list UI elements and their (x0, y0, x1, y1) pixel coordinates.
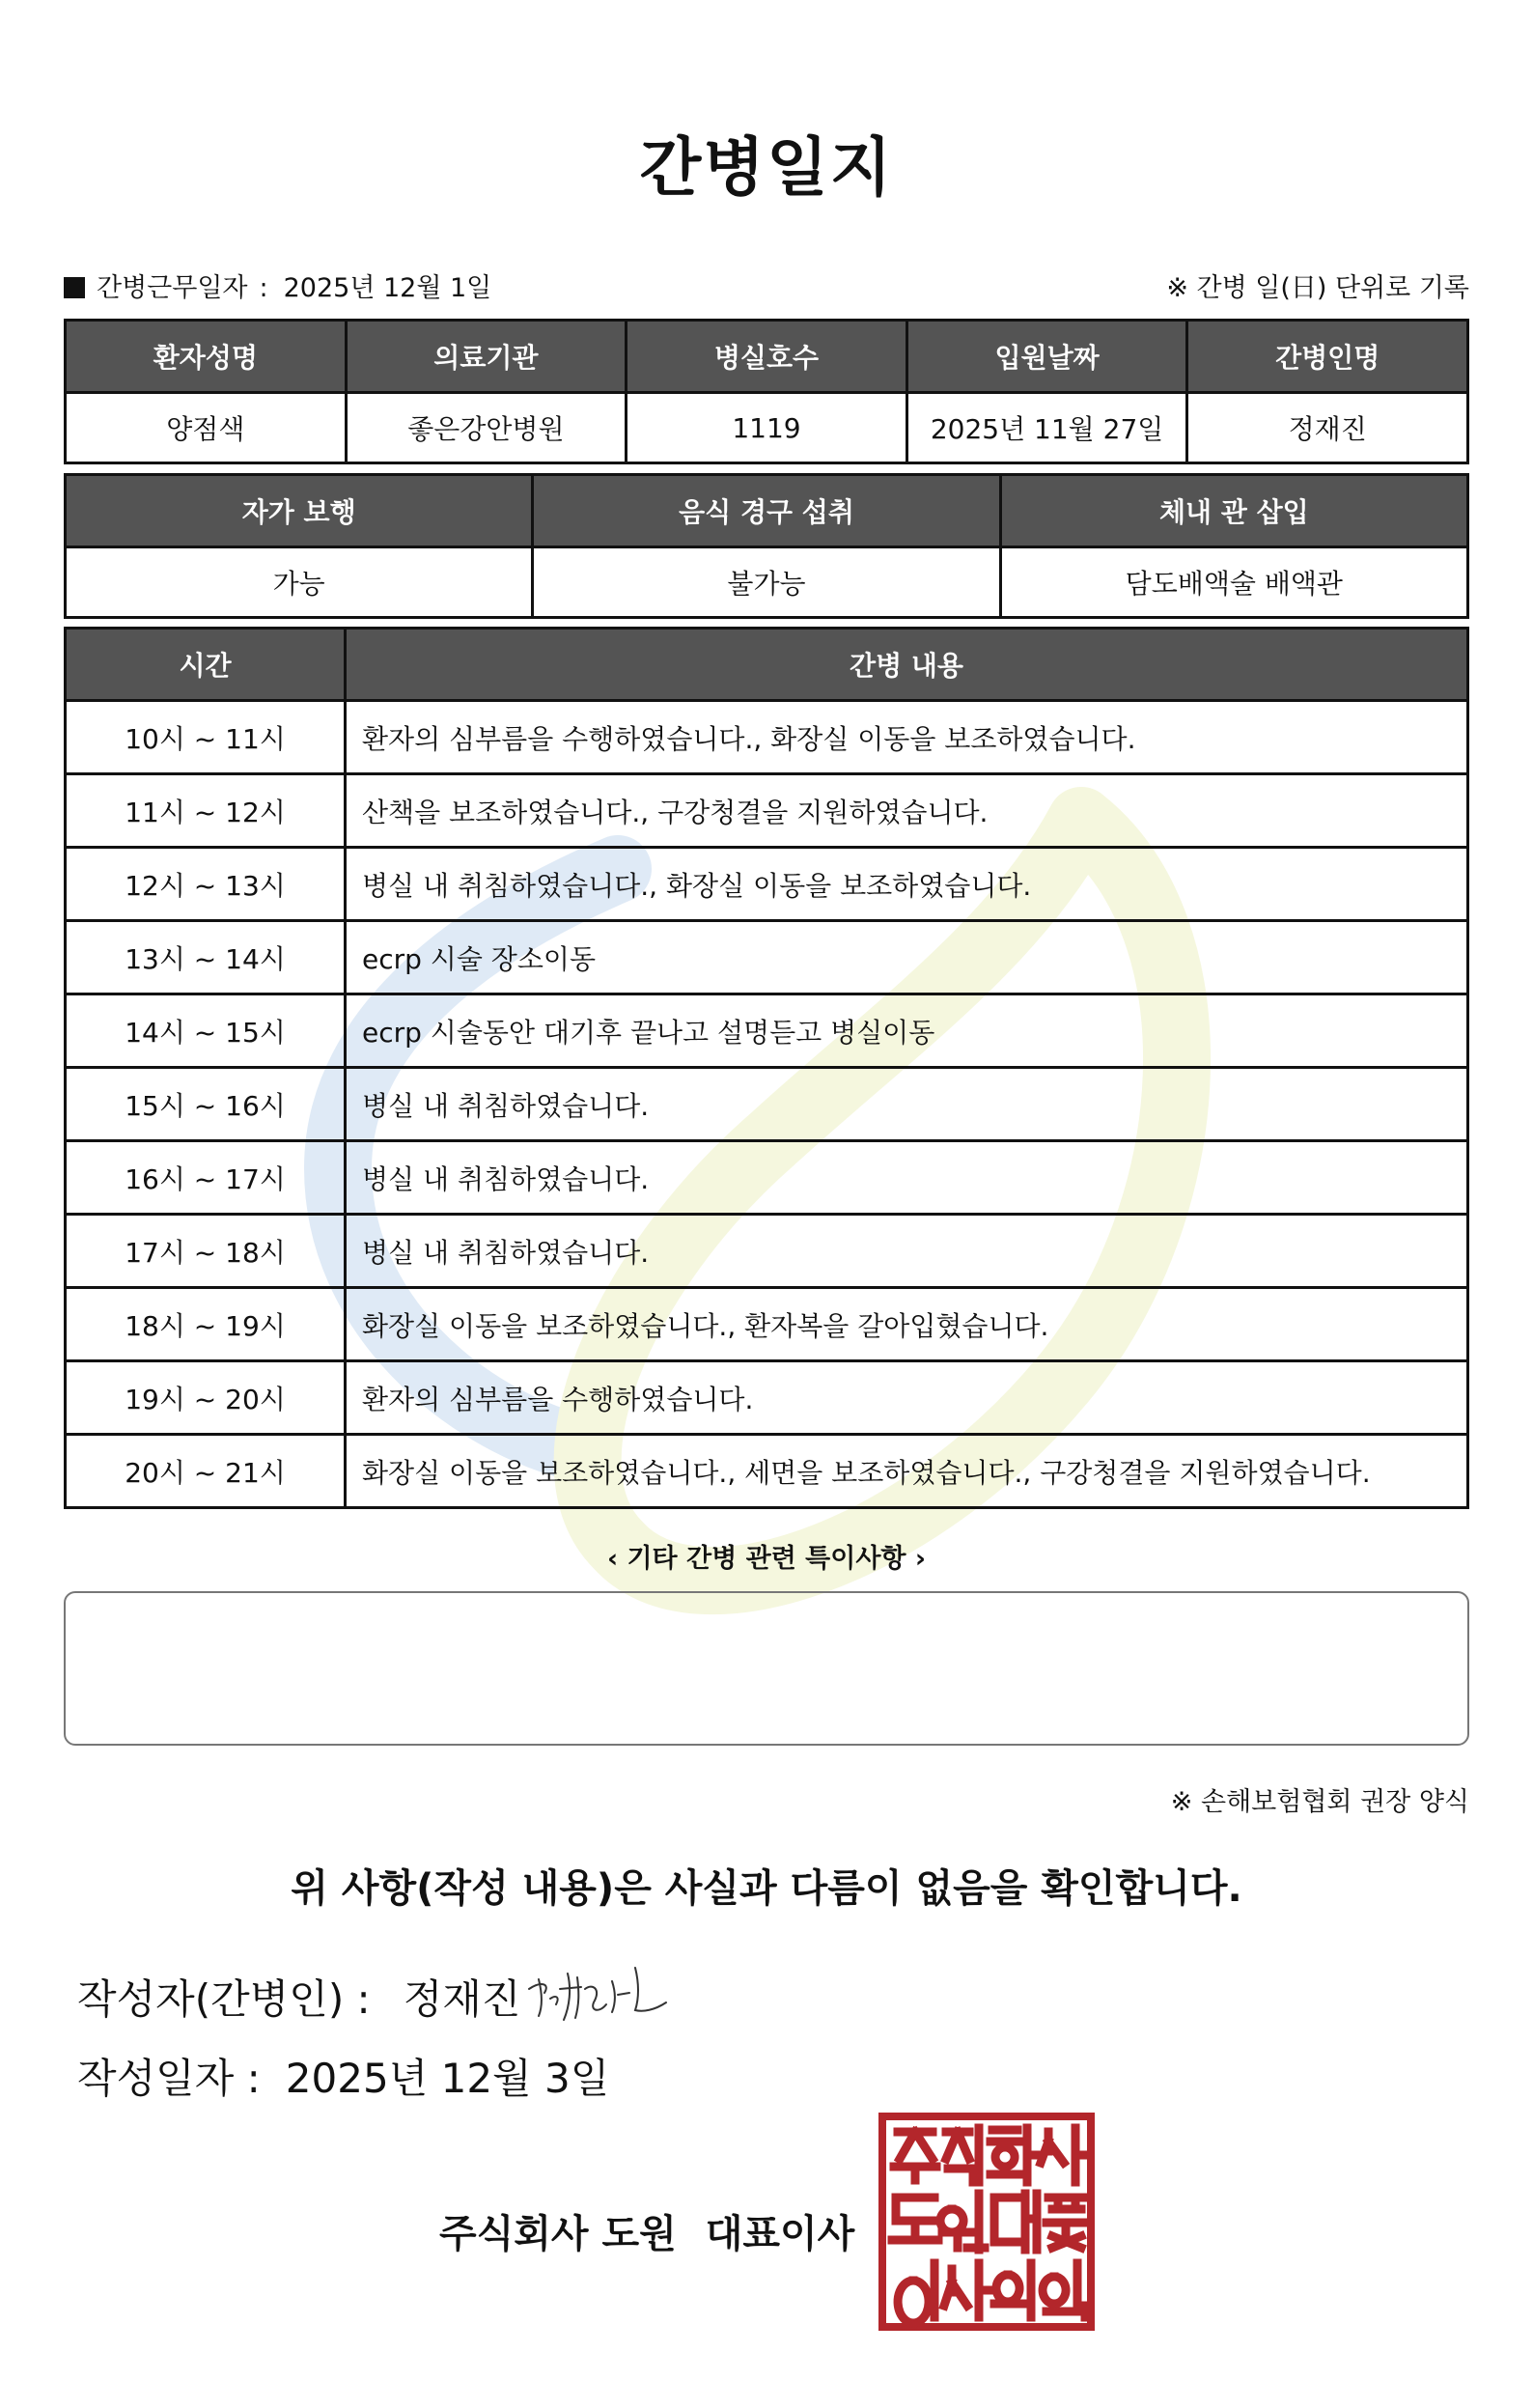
table-row (66, 701, 1468, 774)
log-time: 13시 ~ 14시 (66, 921, 346, 994)
log-content: 병실 내 취침하였습니다. (346, 1215, 1468, 1288)
square-bullet-icon (64, 277, 85, 298)
write-date-label: 작성일자 : (77, 2055, 261, 2102)
table-row (66, 1288, 1468, 1361)
work-date-separator: : (259, 273, 268, 303)
header-patient-name: 환자성명 (66, 321, 347, 393)
work-date-label: 간병근무일자 (97, 273, 248, 303)
care-log-table (64, 627, 1469, 1509)
writer-label: 작성자(간병인) : (77, 1975, 371, 2023)
log-content: ecrp 시술 장소이동 (346, 921, 1468, 994)
value-caregiver-name: 정재진 (1187, 393, 1468, 463)
table-row (66, 921, 1468, 994)
table-row (66, 774, 1468, 848)
log-time: 19시 ~ 20시 (66, 1361, 346, 1435)
log-time: 14시 ~ 15시 (66, 994, 346, 1068)
confirmation-statement: 위 사항(작성 내용)은 사실과 다름이 없음을 확인합니다. (291, 1866, 1242, 1911)
log-time: 15시 ~ 16시 (66, 1068, 346, 1141)
log-content: 병실 내 취침하였습니다. (346, 1068, 1468, 1141)
header-oral-intake: 음식 경구 섭취 (533, 475, 1000, 547)
header-hospital: 의료기관 (346, 321, 627, 393)
value-room-number: 1119 (627, 393, 907, 463)
log-content: 병실 내 취침하였습니다., 화장실 이동을 보조하였습니다. (346, 848, 1468, 921)
form-source-note: ※ 손해보험협회 권장 양식 (1170, 1787, 1469, 1817)
ceo-title: 대표이사 (705, 2212, 855, 2256)
value-tube-insertion: 담도배액술 배액관 (1000, 547, 1467, 618)
log-time: 10시 ~ 11시 (66, 701, 346, 774)
day-unit-note: ※ 간병 일(日) 단위로 기록 (1166, 273, 1469, 303)
header-time: 시간 (66, 629, 346, 701)
table-row (66, 994, 1468, 1068)
care-log-header-row (66, 629, 1468, 701)
status-header-row (66, 475, 1468, 547)
log-time: 16시 ~ 17시 (66, 1141, 346, 1215)
handwritten-signature (521, 1960, 676, 2028)
table-row (66, 1215, 1468, 1288)
table-row (66, 1068, 1468, 1141)
log-content: 환자의 심부름을 수행하였습니다. (346, 1361, 1468, 1435)
company-seal-stamp (878, 2113, 1095, 2331)
value-self-walking: 가능 (66, 547, 533, 618)
log-time: 17시 ~ 18시 (66, 1215, 346, 1288)
header-caregiver-name: 간병인명 (1187, 321, 1468, 393)
company-line (439, 2203, 854, 2258)
log-time: 18시 ~ 19시 (66, 1288, 346, 1361)
value-hospital: 좋은강안병원 (346, 393, 627, 463)
patient-info-value-row (66, 393, 1468, 463)
patient-info-table (64, 319, 1469, 464)
table-row (66, 1435, 1468, 1508)
write-date-line (77, 2047, 609, 2105)
header-admission-date: 입원날짜 (906, 321, 1187, 393)
log-content: 화장실 이동을 보조하였습니다., 환자복을 갈아입혔습니다. (346, 1288, 1468, 1361)
table-row (66, 1361, 1468, 1435)
page-title: 간병일지 (639, 130, 894, 205)
header-care-content: 간병 내용 (346, 629, 1468, 701)
patient-info-header-row (66, 321, 1468, 393)
work-date-value: 2025년 12월 1일 (283, 273, 492, 303)
work-date-line (64, 266, 491, 304)
special-notes-box (64, 1591, 1469, 1746)
log-time: 12시 ~ 13시 (66, 848, 346, 921)
log-content: 병실 내 취침하였습니다. (346, 1141, 1468, 1215)
log-time: 11시 ~ 12시 (66, 774, 346, 848)
header-room-number: 병실호수 (627, 321, 907, 393)
writer-name: 정재진 (403, 1975, 521, 2023)
log-content: 화장실 이동을 보조하였습니다., 세면을 보조하였습니다., 구강청결을 지원하였습니다. (346, 1435, 1468, 1508)
value-oral-intake: 불가능 (533, 547, 1000, 618)
patient-status-table (64, 473, 1469, 619)
writer-line (77, 1968, 520, 2026)
table-row (66, 848, 1468, 921)
log-content: 산책을 보조하였습니다., 구강청결을 지원하였습니다. (346, 774, 1468, 848)
table-row (66, 1141, 1468, 1215)
value-admission-date: 2025년 11월 27일 (906, 393, 1187, 463)
company-name: 주식회사 도원 (439, 2212, 677, 2256)
log-content: ecrp 시술동안 대기후 끝나고 설명듣고 병실이동 (346, 994, 1468, 1068)
log-content: 환자의 심부름을 수행하였습니다., 화장실 이동을 보조하였습니다. (346, 701, 1468, 774)
header-self-walking: 자가 보행 (66, 475, 533, 547)
log-time: 20시 ~ 21시 (66, 1435, 346, 1508)
special-notes-title: ‹ 기타 간병 관련 특이사항 › (606, 1544, 927, 1574)
value-patient-name: 양점색 (66, 393, 347, 463)
header-tube-insertion: 체내 관 삽입 (1000, 475, 1467, 547)
write-date-value: 2025년 12월 3일 (285, 2055, 610, 2102)
status-value-row (66, 547, 1468, 618)
